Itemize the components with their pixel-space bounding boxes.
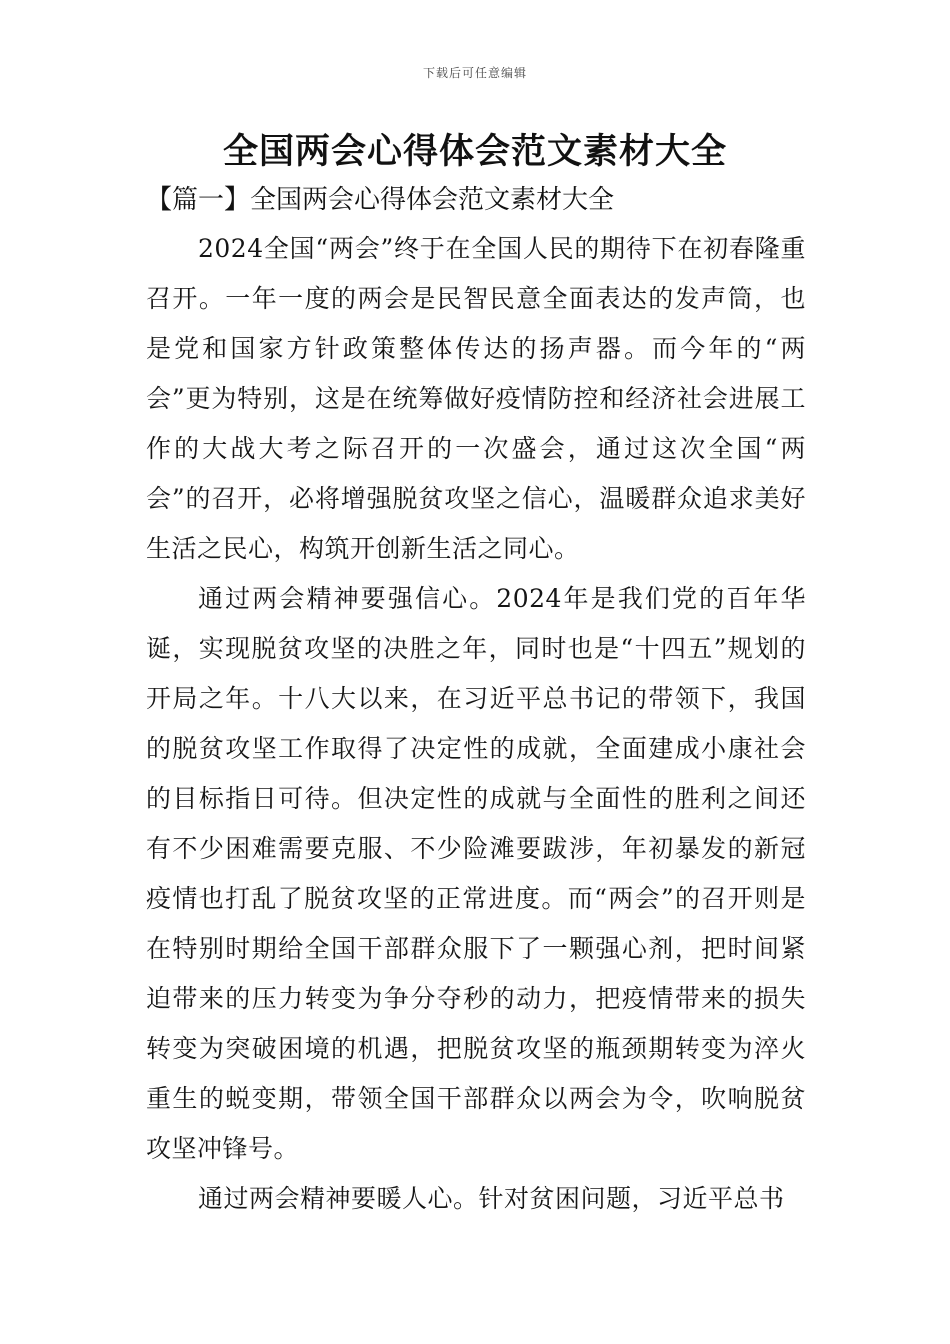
page-header-note: 下载后可任意编辑	[422, 66, 527, 80]
paragraph-2: 通过两会精神要强信心。2024年是我们党的百年华诞，实现脱贫攻坚的决胜之年，同时也是“十四五”规划的开局之年。十八大以来，在习近平总书记的带领下，我国的脱贫攻坚工作取得了决定性的成就，全面建成小康社会的目标指日可待。但决定性的成就与全面性的胜利之间还有不少困难需要克服、不少险滩要跋涉，年初暴发的新冠疫情也打乱了脱贫攻坚的正常进度。而“两会”的召开则是在特别时期给全国干部群众服下了一颗强心剂，把时间紧迫带来的压力转变为争分夺秒的动力，把疫情带来的损失转变为突破困境的机遇，把脱贫攻坚的瓶颈期转变为淬火重生的蜕变期，带领全国干部群众以两会为令，吹响脱贫攻坚冲锋号。	[146, 584, 806, 1163]
document-title: 全国两会心得体会范文素材大全	[222, 132, 727, 172]
section-heading: 【篇一】全国两会心得体会范文素材大全	[146, 185, 615, 215]
paragraph-3: 通过两会精神要暖人心。针对贫困问题，习近平总书	[198, 1184, 785, 1213]
document-body	[146, 224, 806, 1224]
paragraph-1: 2024全国“两会”终于在全国人民的期待下在初春隆重召开。一年一度的两会是民智民意全面表达的发声筒，也是党和国家方针政策整体传达的扬声器。而今年的“两会”更为特别，这是在统筹做好疫情防控和经济社会进展工作的大战大考之际召开的一次盛会，通过这次全国“两会”的召开，必将增强脱贫攻坚之信心，温暖群众追求美好生活之民心，构筑开创新生活之同心。	[146, 234, 806, 563]
